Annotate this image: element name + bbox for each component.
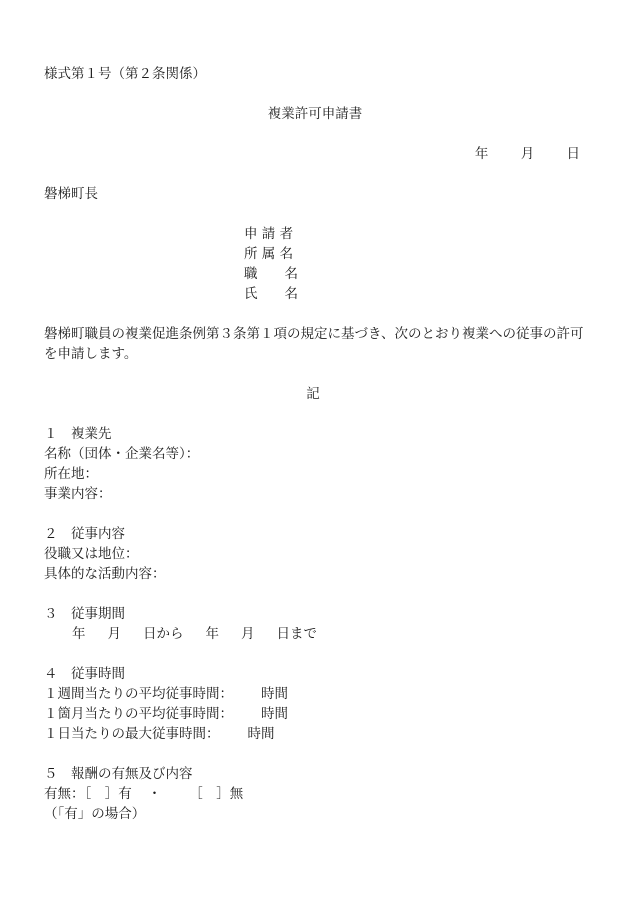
period-from: 日から: [143, 626, 184, 642]
period-month-end: 月: [241, 626, 255, 642]
option-separator: ・: [147, 786, 162, 802]
employer-name-label: 名称（団体・企業名等）：: [44, 446, 200, 462]
form-number: 様式第１号（第２条関係）: [44, 66, 206, 82]
section-heading: １ 複業先: [44, 426, 112, 442]
hours-unit: 時間: [261, 706, 288, 722]
date-month: 月: [520, 146, 535, 162]
period-line: [44, 624, 317, 644]
hours-unit: 時間: [247, 726, 275, 742]
section-duties: [44, 524, 166, 584]
presence-label: 有無：: [44, 786, 85, 802]
business-content-label: 事業内容：: [44, 486, 112, 502]
daily-hours-row: [44, 724, 288, 744]
section-hours: [44, 664, 288, 744]
date-line: [447, 144, 580, 164]
date-year: 年: [474, 146, 489, 162]
document-title: 複業許可申請書: [267, 106, 363, 122]
period-year-start: 年: [72, 626, 86, 642]
period-year-end: 年: [205, 626, 219, 642]
section-heading: ２ 従事内容: [44, 526, 125, 542]
ki-heading: 記: [306, 386, 320, 402]
weekly-hours-row: [44, 684, 288, 704]
option-yes: ［ ］有: [84, 786, 132, 802]
section-compensation: [44, 764, 243, 824]
role-label: 役職又は地位：: [44, 546, 139, 562]
name-label: 氏 名: [244, 286, 298, 302]
daily-hours-label: １日当たりの最大従事時間：: [44, 726, 220, 742]
section-period: [44, 604, 317, 644]
applicant-block: [244, 224, 298, 304]
section-heading: ５ 報酬の有無及び内容: [44, 766, 193, 782]
option-no: ［ ］無: [189, 786, 244, 802]
weekly-hours-label: １週間当たりの平均従事時間：: [44, 686, 233, 702]
position-label: 職 名: [244, 266, 298, 282]
application-statement: 磐梯町職員の複業促進条例第３条第１項の規定に基づき、次のとおり複業への従事の許可を申請します。: [44, 326, 584, 362]
applicant-label: 申 請 者: [244, 226, 294, 242]
date-day: 日: [566, 146, 580, 162]
section-heading: ４ 従事時間: [44, 666, 125, 682]
section-employer: [44, 424, 199, 504]
addressee: 磐梯町長: [44, 186, 98, 202]
period-month-start: 月: [107, 626, 121, 642]
if-yes-note: （「有」の場合）: [44, 806, 146, 822]
hours-unit: 時間: [261, 686, 288, 702]
employer-location-label: 所在地：: [44, 466, 98, 482]
monthly-hours-row: [44, 704, 288, 724]
monthly-hours-label: １箇月当たりの平均従事時間：: [44, 706, 233, 722]
period-until: 日まで: [276, 626, 317, 642]
section-heading: ３ 従事期間: [44, 606, 125, 622]
affiliation-label: 所 属 名: [244, 246, 294, 262]
compensation-row: [44, 784, 243, 804]
activity-label: 具体的な活動内容：: [44, 566, 166, 582]
